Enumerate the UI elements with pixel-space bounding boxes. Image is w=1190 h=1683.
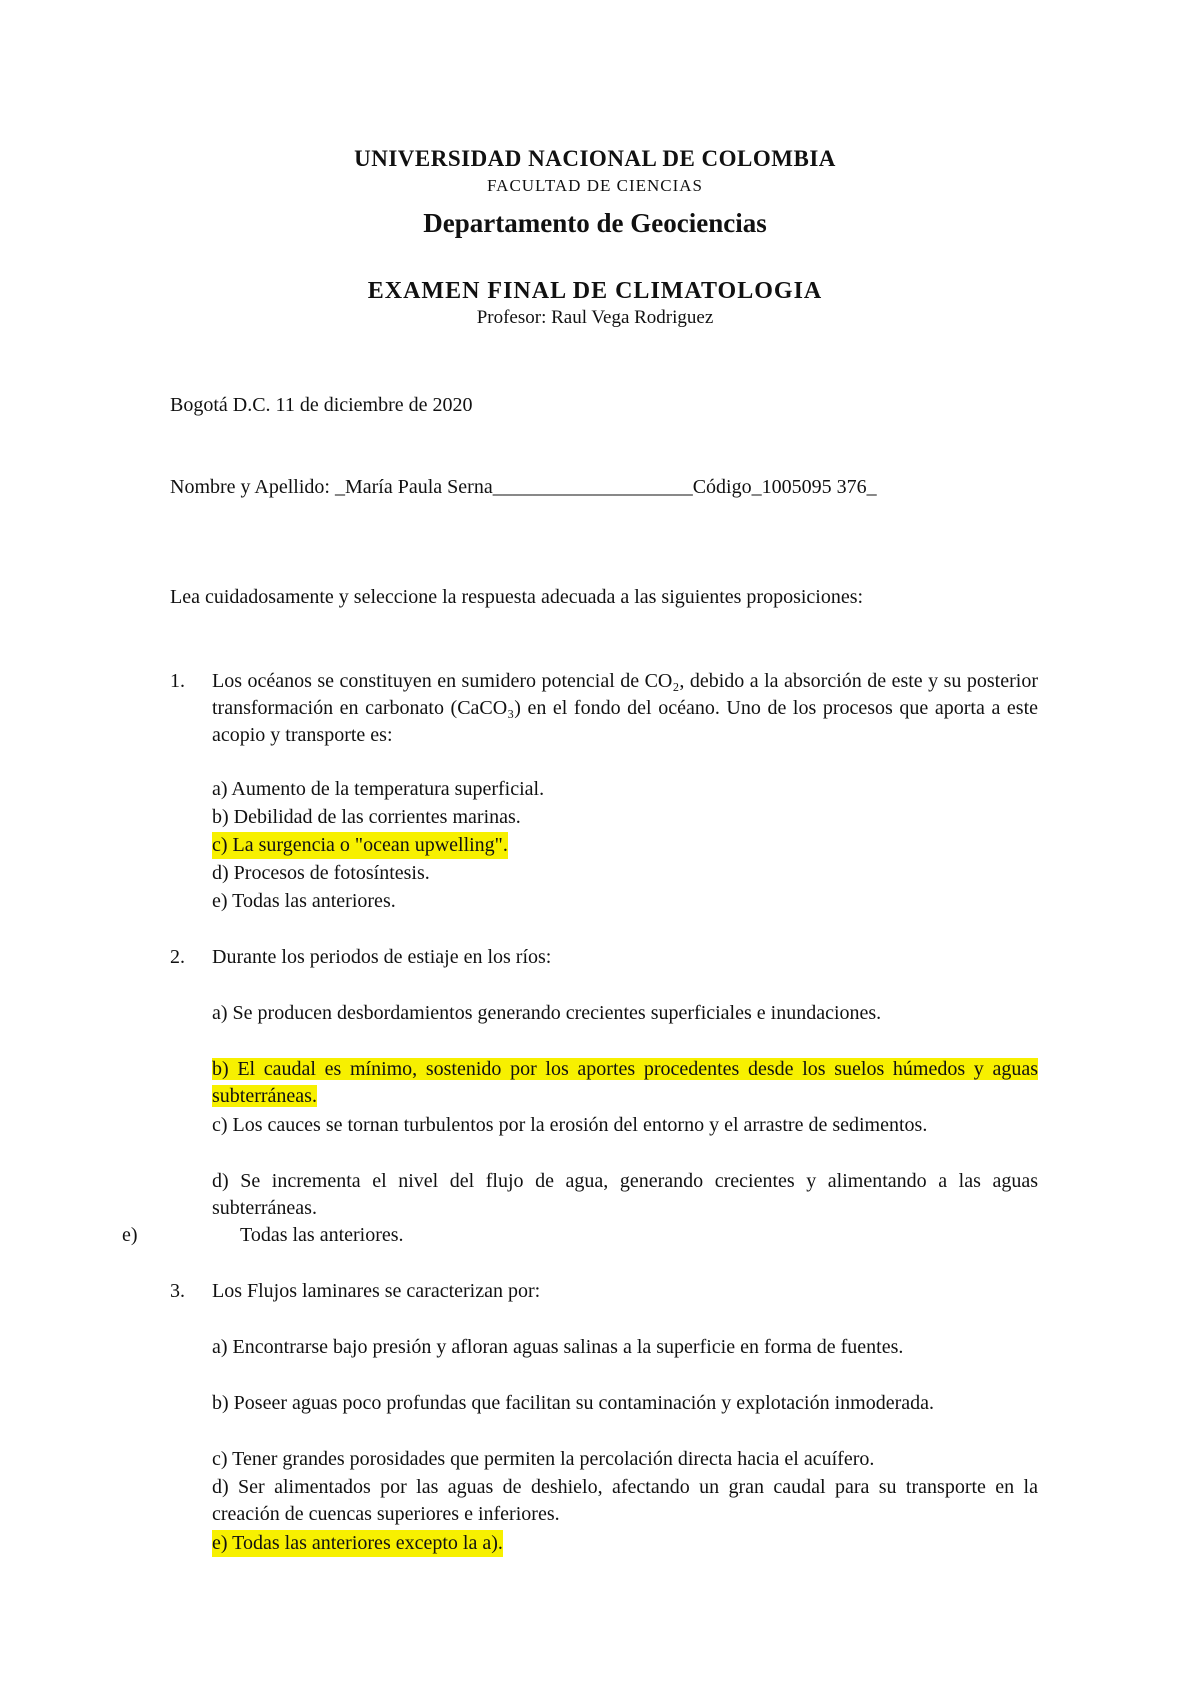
university-name: UNIVERSIDAD NACIONAL DE COLOMBIA [354, 146, 836, 171]
student-name: Nombre y Apellido: _María Paula Serna [170, 476, 493, 498]
question-1-option-e: e) Todas las anteriores. [212, 890, 396, 912]
student-blank: ____________________ [492, 476, 693, 498]
question-3-number: 3. [170, 1280, 185, 1302]
student-code: Código_1005095 376_ [692, 476, 877, 498]
question-1-option-b: b) Debilidad de las corrientes marinas. [212, 806, 521, 828]
question-2-text: Durante los periodos de estiaje en los ríos: [212, 946, 552, 968]
date-line: Bogotá D.C. 11 de diciembre de 2020 [170, 394, 473, 416]
highlighted-answer: b) El caudal es mínimo, sostenido por los aportes procedentes desde los suelos húmedos y aguas subterráneas. [212, 1058, 1038, 1107]
question-1-option-c-highlighted: c) La surgencia o "ocean upwelling". [212, 832, 508, 859]
question-3-option-e-highlighted: e) Todas las anteriores excepto la a). [212, 1530, 503, 1557]
question-1-number: 1. [170, 670, 185, 692]
faculty-name: FACULTAD DE CIENCIAS [486, 176, 704, 195]
question-3-option-c: c) Tener grandes porosidades que permiten la percolación directa hacia el acuífero. [212, 1448, 875, 1470]
question-1-text: Los océanos se constituyen en sumidero potencial de CO₂, debido a la absorción de este y su posterior transformación en carbonato (CaCO₃) en el fondo del océano. Uno de los procesos que aporta a este acopio y transporte es: [212, 670, 1038, 746]
question-2-option-b-highlighted [212, 1056, 1038, 1110]
question-2-option-c: c) Los cauces se tornan turbulentos por la erosión del entorno y el arrastre de sedimentos. [212, 1114, 928, 1136]
question-2-option-e-marker: e) [122, 1224, 138, 1246]
instructions: Lea cuidadosamente y seleccione la respuesta adecuada a las siguientes proposiciones: [170, 586, 864, 608]
question-3-text: Los Flujos laminares se caracterizan por: [212, 1280, 541, 1302]
professor-name: Profesor: Raul Vega Rodriguez [476, 307, 714, 328]
exam-title: EXAMEN FINAL DE CLIMATOLOGIA [367, 278, 823, 304]
question-1-option-d: d) Procesos de fotosíntesis. [212, 862, 430, 884]
question-2-option-e: Todas las anteriores. [240, 1224, 404, 1246]
question-2-number: 2. [170, 946, 185, 968]
student-line [170, 474, 877, 500]
question-3-option-a: a) Encontrarse bajo presión y afloran aguas salinas a la superficie en forma de fuentes. [212, 1336, 904, 1358]
question-2-option-d: d) Se incrementa el nivel del flujo de agua, generando crecientes y alimentando a las aguas subterráneas. [212, 1170, 1038, 1219]
question-2-option-a: a) Se producen desbordamientos generando crecientes superficiales e inundaciones. [212, 1002, 882, 1024]
question-3-option-b: b) Poseer aguas poco profundas que facilitan su contaminación y explotación inmoderada. [212, 1392, 934, 1414]
question-3-option-d: d) Ser alimentados por las aguas de deshielo, afectando un gran caudal para su transporte en la creación de cuencas superiores e inferiores. [212, 1476, 1038, 1525]
question-1-option-a: a) Aumento de la temperatura superficial. [212, 778, 545, 800]
department-name: Departamento de Geociencias [423, 208, 767, 238]
